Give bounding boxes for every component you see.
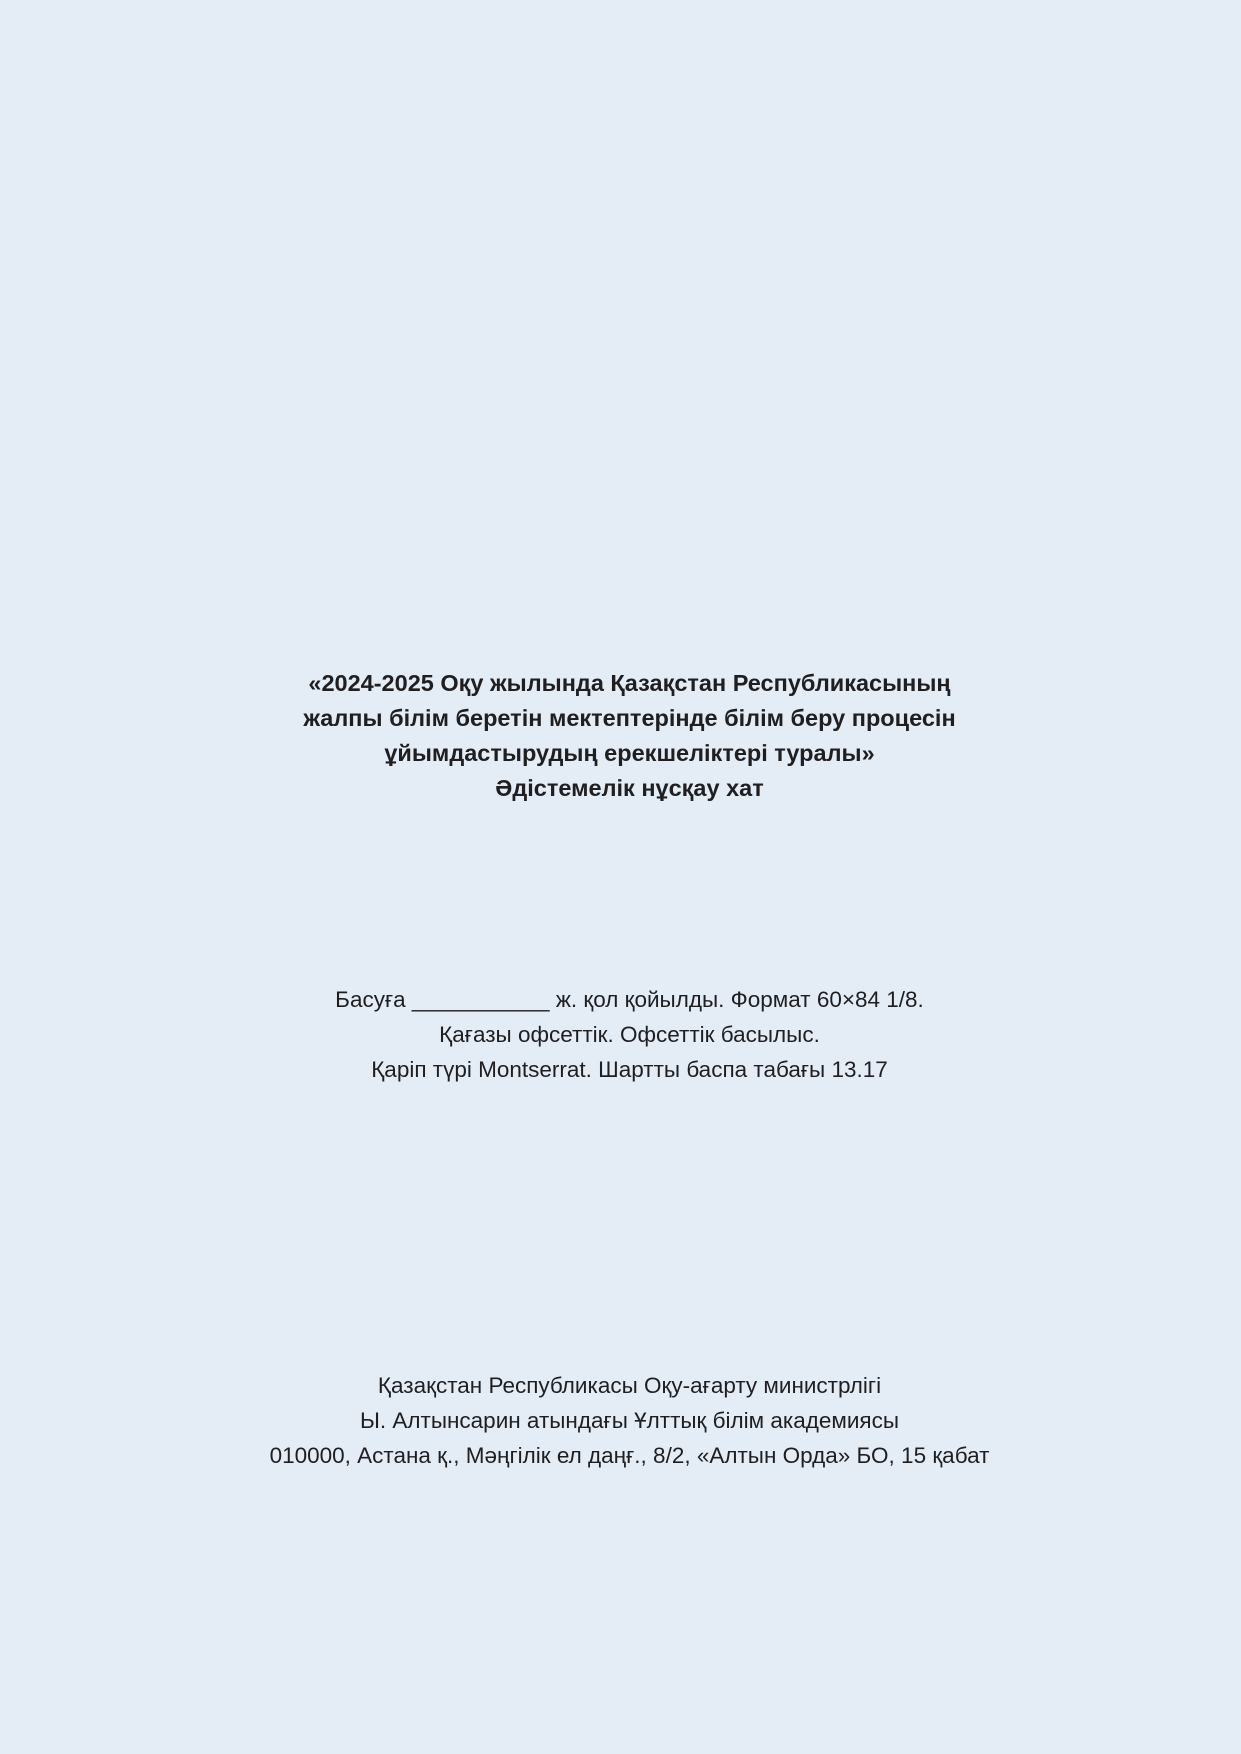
publisher-ministry: Қазақстан Республикасы Оқу-ағарту министрлігі	[377, 1373, 882, 1398]
imprint-line-paper: Қағазы офсеттік. Офсеттік басылыс.	[439, 1022, 820, 1047]
publisher-info	[0, 1368, 1241, 1473]
publisher-academy: Ы. Алтынсарин атындағы Ұлттық білім академиясы	[359, 1408, 900, 1433]
title-line-1: «2024-2025 Оқу жылында Қазақстан Республикасының	[308, 670, 951, 696]
print-imprint	[0, 982, 1241, 1087]
imprint-line-signed: Басуға ___________ ж. қол қойылды. Формат 60×84 1/8.	[335, 987, 924, 1012]
document-title	[0, 666, 1241, 806]
title-line-2: жалпы білім беретін мектептерінде білім беру процесін	[303, 705, 956, 731]
document-subtitle: Әдістемелік нұсқау хат	[495, 775, 764, 801]
title-line-3: ұйымдастырудың ерекшеліктері туралы»	[384, 740, 875, 766]
imprint-line-font: Қаріп түрі Montserrat. Шартты баспа табағы 13.17	[371, 1057, 888, 1082]
publisher-address: 010000, Астана қ., Мәңгілік ел даңғ., 8/2, «Алтын Орда» БО, 15 қабат	[269, 1443, 990, 1468]
